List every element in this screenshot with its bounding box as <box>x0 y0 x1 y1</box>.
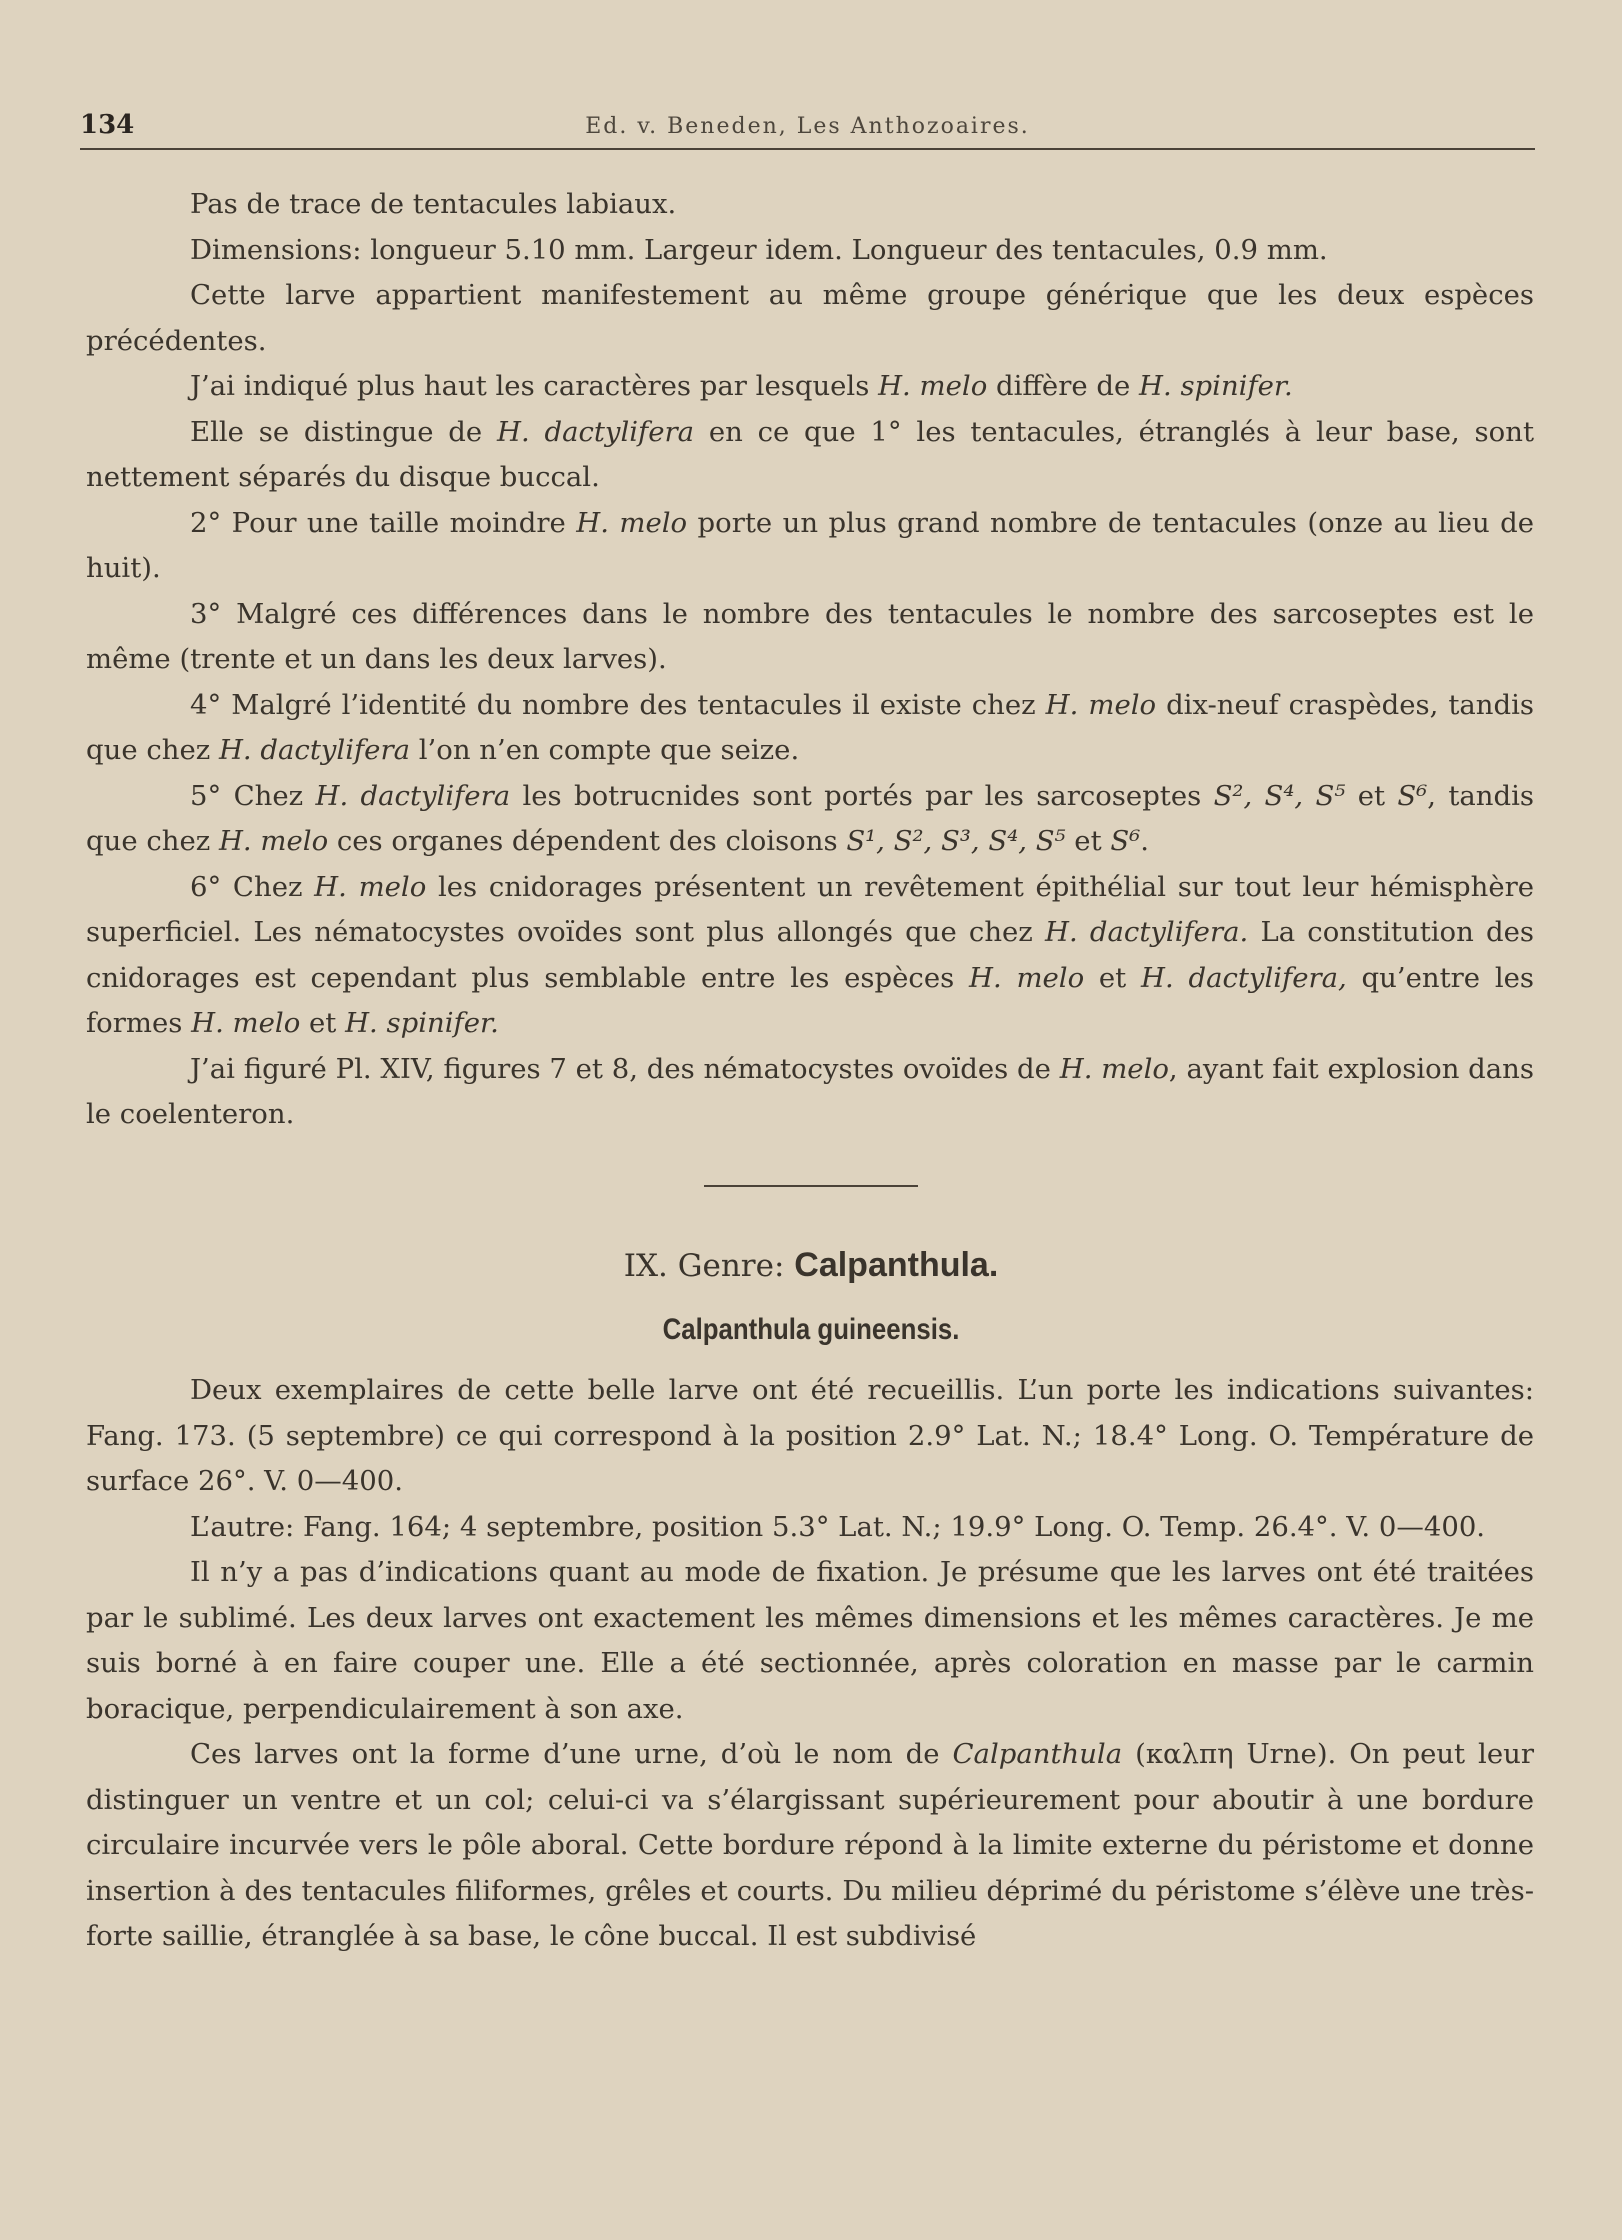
section-calpanthula-text <box>86 1368 1534 1960</box>
paragraph: 3° Malgré ces différences dans le nombre des tentacules le nombre des sarcoseptes est le même (trente et un dans les deux larves). <box>86 597 1534 675</box>
paragraph: Ces larves ont la forme d’une urne, d’où le nom de Calpanthula (καλπη Urne). On peut leur distinguer un ventre et un col; celui-ci va s’élargissant supérieurement pour aboutir à une bordure circulaire incurvée vers le pôle aboral. Cette bordure répond à la limite externe du péristome et donne insertion à des tentacules filiformes, grêles et courts. Du milieu déprimé du péristome s’élève une très-forte saillie, étranglée à sa base, le cône buccal. Il est subdivisé <box>86 1738 1534 1952</box>
page-header <box>80 108 1535 150</box>
paragraph: Il n’y a pas d’indications quant au mode de fixation. Je présume que les larves ont été traitées par le sublimé. Les deux larves ont exactement les mêmes dimensions et les mêmes caractères. Je me suis borné à en faire couper une. Elle a été sectionnée, après coloration en masse par le carmin boracique, perpendiculairement à son axe. <box>86 1556 1534 1725</box>
paragraph: J’ai indiqué plus haut les caractères par lesquels H. melo diffère de H. spinifer. <box>190 370 1293 402</box>
paragraph: Elle se distingue de H. dactylifera en ce que 1° les tentacules, étranglés à leur base, sont nettement séparés du disque buccal. <box>86 415 1534 493</box>
paragraph: 5° Chez H. dactylifera les botrucnides sont portés par les sarcoseptes S², S⁴, S⁵ et S⁶, tandis que chez H. melo ces organes dépendent des cloisons S¹, S², S³, S⁴, S⁵ et S⁶. <box>86 779 1535 857</box>
genre-heading <box>0 1245 1622 1286</box>
paragraph: 2° Pour une taille moindre H. melo porte un plus grand nombre de tentacules (onze au lieu de huit). <box>86 506 1534 584</box>
running-title: Ed. v. Beneden, Les Anthozoaires. <box>585 114 1030 139</box>
paragraph: Pas de trace de tentacules labiaux. <box>190 188 677 220</box>
genre-prefix: IX. Genre: <box>623 1248 795 1284</box>
genre-name: Calpanthula. <box>794 1246 999 1284</box>
species-heading: Calpanthula guineensis. <box>662 1313 960 1346</box>
paragraph: L’autre: Fang. 164; 4 septembre, position 5.3° Lat. N.; 19.9° Long. O. Temp. 26.4°. V. 0—400. <box>190 1510 1486 1543</box>
paragraph: J’ai figuré Pl. XIV, figures 7 et 8, des nématocystes ovoïdes de H. melo, ayant fait explosion dans le coelenteron. <box>86 1052 1535 1130</box>
paragraph: 6° Chez H. melo les cnidorages présentent un revêtement épithélial sur tout leur hémisphère superficiel. Les nématocystes ovoïdes sont plus allongés que chez H. dactylifera. La constitution des cnidorages est cependant plus semblable entre les espèces H. melo et H. dactylifera, qu’entre les formes H. melo et H. spinifer. <box>86 870 1535 1039</box>
section-divider <box>704 1185 918 1187</box>
paragraph: Deux exemplaires de cette belle larve ont été recueillis. L’un porte les indications suivantes: Fang. 173. (5 septembre) ce qui correspond à la position 2.9° Lat. N.; 18.4° Long. O. Température de surface 26°. V. 0—400. <box>86 1374 1534 1497</box>
paragraph: Dimensions: longueur 5.10 mm. Largeur idem. Longueur des tentacules, 0.9 mm. <box>190 233 1328 266</box>
paragraph: 4° Malgré l’identité du nombre des tentacules il existe chez H. melo dix-neuf craspèdes, tandis que chez H. dactylifera l’on n’en compte que seize. <box>86 688 1535 766</box>
page-number: 134 <box>80 110 135 140</box>
paragraph: Cette larve appartient manifestement au même groupe générique que les deux espèces précédentes. <box>86 279 1534 357</box>
section-hydractinia-text <box>86 182 1534 1138</box>
